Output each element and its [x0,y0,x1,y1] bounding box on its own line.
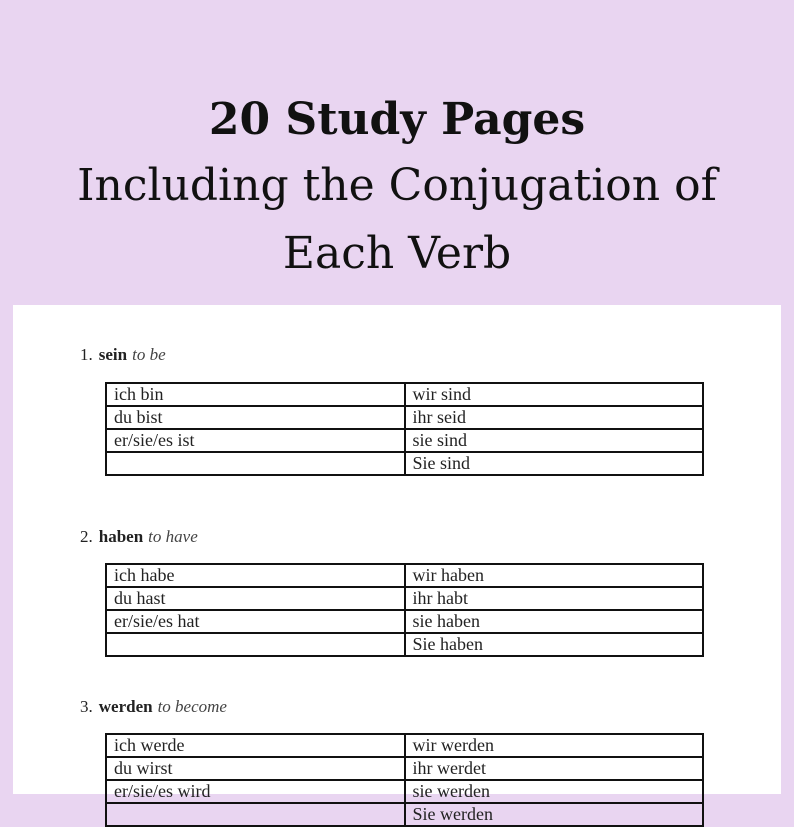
table-row [106,383,703,406]
table-row [106,587,703,610]
table-cell [106,633,405,656]
table-cell: ich habe [106,564,405,587]
table-cell: sie werden [405,780,704,803]
table-cell: wir haben [405,564,704,587]
conjugation-table-1 [105,382,704,476]
table-row [106,803,703,826]
headline: 20 Study Pages [208,94,586,145]
table-cell: ihr werdet [405,757,704,780]
table-cell: Sie werden [405,803,704,826]
verb-number: 3. [80,697,93,716]
verb-heading-1 [80,345,166,365]
table-cell: du wirst [106,757,405,780]
table-cell: sie sind [405,429,704,452]
verb-number: 2. [80,527,93,546]
verb-heading-2 [80,527,198,547]
verb-infinitive: haben [98,527,144,546]
table-cell: ihr seid [405,406,704,429]
table-cell: ihr habt [405,587,704,610]
verb-meaning: to be [132,345,166,364]
verb-heading-3 [80,697,227,717]
subheadline-line-2: Each Verb [282,228,512,279]
table-cell: ich werde [106,734,405,757]
table-cell: wir werden [405,734,704,757]
table-cell: sie haben [405,610,704,633]
table-cell: er/sie/es wird [106,780,405,803]
table-cell [106,803,405,826]
table-cell: du bist [106,406,405,429]
table-cell: er/sie/es ist [106,429,405,452]
verb-infinitive: werden [98,697,153,716]
table-cell: wir sind [405,383,704,406]
verb-number: 1. [80,345,93,364]
table-cell: Sie sind [405,452,704,475]
table-cell: er/sie/es hat [106,610,405,633]
table-row [106,452,703,475]
subheadline-line-1: Including the Conjugation of [77,160,717,211]
table-cell: du hast [106,587,405,610]
table-row [106,633,703,656]
table-cell: ich bin [106,383,405,406]
table-row [106,734,703,757]
table-row [106,564,703,587]
verb-meaning: to have [148,527,198,546]
verb-meaning: to become [157,697,227,716]
title-banner [0,0,794,305]
table-row [106,757,703,780]
verb-infinitive: sein [98,345,128,364]
table-cell [106,452,405,475]
table-cell: Sie haben [405,633,704,656]
conjugation-table-2 [105,563,704,657]
study-page-preview [13,305,781,824]
table-row [106,780,703,803]
table-row [106,610,703,633]
conjugation-table-3 [105,733,704,827]
table-row [106,406,703,429]
table-row [106,429,703,452]
